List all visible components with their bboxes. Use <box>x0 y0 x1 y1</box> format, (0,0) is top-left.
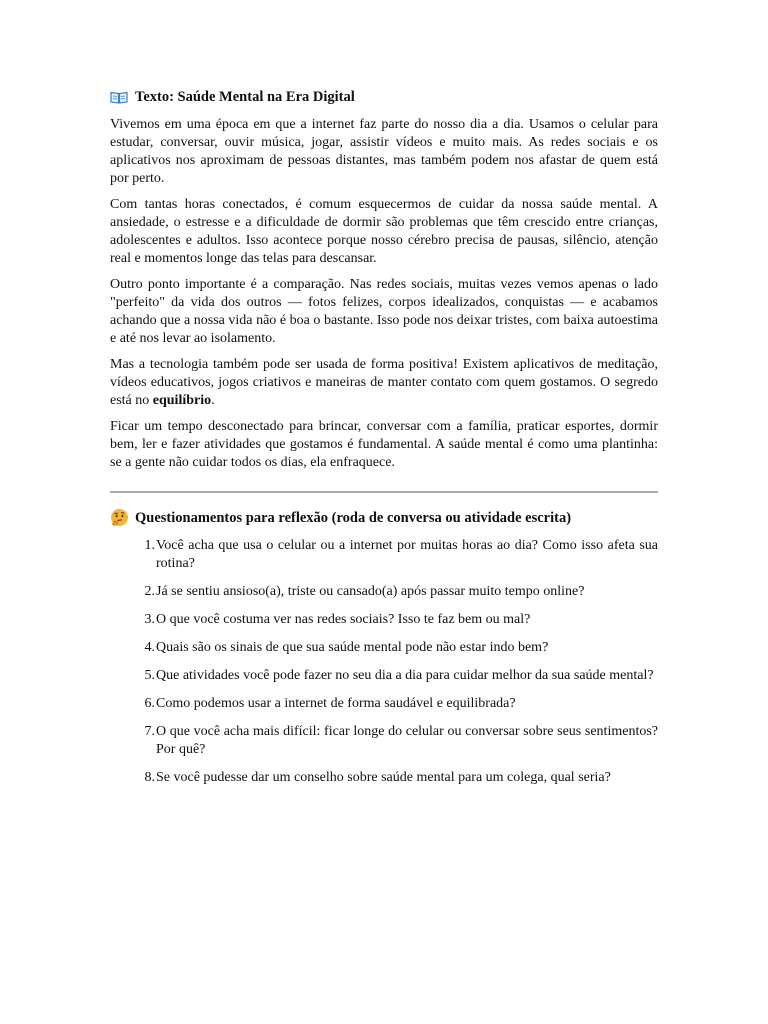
list-item <box>110 769 658 787</box>
section-divider <box>110 491 658 493</box>
question-number: 3. <box>144 612 155 627</box>
paragraph-4 <box>110 356 658 410</box>
list-item <box>110 667 658 685</box>
paragraph-4-end: . <box>211 393 215 408</box>
document-page <box>110 88 658 797</box>
list-item <box>110 639 658 657</box>
open-book-icon <box>110 90 128 104</box>
question-number: 6. <box>144 696 155 711</box>
paragraph-4-text: Mas a tecnologia também pode ser usada de forma positiva! Existem aplicativos de meditação, vídeos educativos, jogos criativos e maneiras de manter contato com quem gostamos. O segredo está no <box>110 357 658 408</box>
question-text: Você acha que usa o celular ou a internet por muitas horas ao dia? Como isso afeta sua rotina? <box>156 538 658 571</box>
paragraph-1: Vivemos em uma época em que a internet faz parte do nosso dia a dia. Usamos o celular para estudar, conversar, ouvir música, jogar, assistir vídeos e muito mais. As redes sociais e os aplicativos nos aproximam de pessoas distantes, mas também podem nos afastar de quem está por perto. <box>110 117 658 186</box>
paragraph-5: Ficar um tempo desconectado para brincar, conversar com a família, praticar esportes, dormir bem, ler e fazer atividades que gostamos é fundamental. A saúde mental é como uma plantinha: se a gente não cuidar todos os dias, ela enfraquece. <box>110 419 658 470</box>
question-text: O que você acha mais difícil: ficar longe do celular ou conversar sobre seus sentimentos? Por quê? <box>156 724 658 757</box>
question-number: 1. <box>144 538 155 553</box>
paragraph-4-bold: equilíbrio <box>152 393 212 408</box>
questions-section-title <box>110 508 658 527</box>
question-text: O que você costuma ver nas redes sociais? Isso te faz bem ou mal? <box>156 612 531 627</box>
questions-list <box>110 537 658 787</box>
question-number: 7. <box>144 724 155 739</box>
list-item <box>110 537 658 573</box>
question-number: 4. <box>144 640 155 655</box>
paragraph-3: Outro ponto importante é a comparação. Nas redes sociais, muitas vezes vemos apenas o lado "perfeito" da vida dos outros — fotos felizes, corpos idealizados, conquistas — e acabamos achando que a nossa vida não é boa o bastante. Isso pode nos deixar tristes, com baixa autoestima e até nos levar ao isolamento. <box>110 277 658 346</box>
list-item <box>110 695 658 713</box>
question-text: Como podemos usar a internet de forma saudável e equilibrada? <box>156 696 516 711</box>
thinking-face-icon <box>110 508 129 527</box>
question-number: 5. <box>144 668 155 683</box>
text-section-title-label: Texto: Saúde Mental na Era Digital <box>135 89 355 105</box>
list-item <box>110 583 658 601</box>
paragraph-2: Com tantas horas conectados, é comum esquecermos de cuidar da nossa saúde mental. A ansiedade, o estresse e a dificuldade de dormir são problemas que têm crescido entre crianças, adolescentes e adultos. Isso acontece porque nosso cérebro precisa de pausas, silêncio, atenção real e momentos longe das telas para descansar. <box>110 197 658 266</box>
questions-section-title-label: Questionamentos para reflexão (roda de conversa ou atividade escrita) <box>135 509 572 526</box>
text-section-title <box>110 88 658 106</box>
question-text: Já se sentiu ansioso(a), triste ou cansado(a) após passar muito tempo online? <box>156 584 585 599</box>
question-number: 8. <box>144 770 155 785</box>
list-item <box>110 611 658 629</box>
question-text: Se você pudesse dar um conselho sobre saúde mental para um colega, qual seria? <box>156 770 611 785</box>
list-item <box>110 723 658 759</box>
question-text: Quais são os sinais de que sua saúde mental pode não estar indo bem? <box>156 640 549 655</box>
question-number: 2. <box>144 584 155 599</box>
question-text: Que atividades você pode fazer no seu dia a dia para cuidar melhor da sua saúde mental? <box>156 668 654 683</box>
